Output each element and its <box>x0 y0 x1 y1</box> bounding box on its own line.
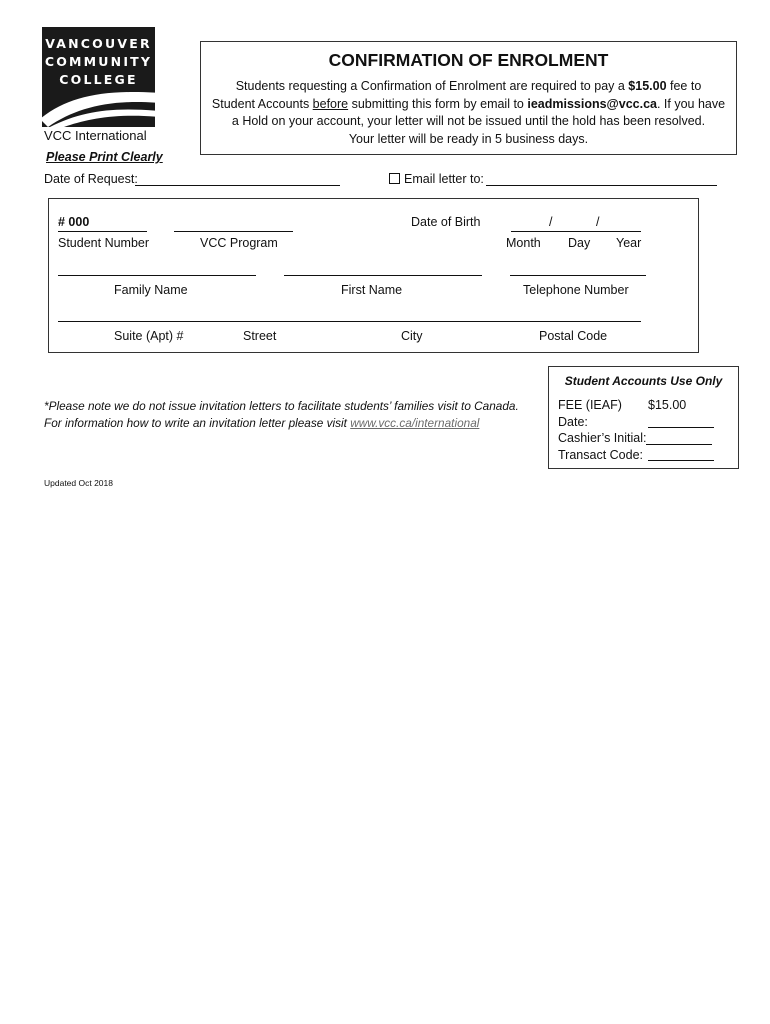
student-accounts-title: Student Accounts Use Only <box>564 374 723 388</box>
first-name-label: First Name <box>341 283 403 297</box>
logo-line-1: VANCOUVER <box>45 36 152 51</box>
invitation-note <box>44 398 519 431</box>
day-label: Day <box>568 236 591 250</box>
student-accounts-box <box>548 366 739 469</box>
transact-code-label: Transact Code: <box>558 448 643 462</box>
telephone-field[interactable] <box>510 275 646 276</box>
email-letter-row <box>389 172 484 186</box>
student-number-field[interactable] <box>58 231 147 232</box>
fee-label: FEE (IEAF) <box>558 398 622 412</box>
intro-part-2: fee to <box>666 79 702 93</box>
student-number-value: # 000 <box>58 215 90 229</box>
year-label: Year <box>616 236 642 250</box>
updated-date: Updated Oct 2018 <box>44 478 113 488</box>
date-of-request-field[interactable] <box>135 185 340 186</box>
first-name-field[interactable] <box>284 275 482 276</box>
vcc-program-field[interactable] <box>174 231 293 232</box>
email-letter-field[interactable] <box>486 185 717 186</box>
email-letter-checkbox[interactable] <box>389 173 400 184</box>
note-line-1: *Please note we do not issue invitation letters to facilitate students’ families visit to Canada. <box>44 399 519 413</box>
city-label: City <box>401 329 423 343</box>
student-number-label: Student Number <box>58 236 150 250</box>
intro-part-5: . If you have <box>656 96 726 111</box>
vcc-program-label: VCC Program <box>200 236 278 250</box>
logo-line-3: COLLEGE <box>59 72 138 87</box>
header-box <box>200 41 737 155</box>
fee-value: $15.00 <box>648 398 687 412</box>
postal-code-label: Postal Code <box>539 329 608 343</box>
intro-part-4: submitting this form by email to <box>348 96 528 111</box>
street-label: Street <box>243 329 277 343</box>
print-clearly-note: Please Print Clearly <box>46 150 163 164</box>
student-info-box <box>48 198 699 353</box>
note-line-2: For information how to write an invitation letter please visit <box>44 415 351 430</box>
form-title: CONFIRMATION OF ENROLMENT <box>328 50 609 70</box>
cashier-initial-field[interactable] <box>646 444 712 445</box>
department-name: VCC International <box>44 128 147 143</box>
logo-swoosh-icon <box>42 27 155 127</box>
cashier-initial-label: Cashier’s Initial: <box>558 431 647 445</box>
family-name-label: Family Name <box>114 283 188 297</box>
sa-date-field[interactable] <box>648 427 714 428</box>
intro-part-7: Your letter will be ready in 5 business days. <box>348 131 589 146</box>
international-link[interactable]: www.vcc.ca/international <box>350 415 480 430</box>
date-of-birth-label: Date of Birth <box>411 215 481 229</box>
admissions-email: ieadmissions@vcc.ca <box>527 96 657 111</box>
dob-slash-2: / <box>596 215 600 229</box>
sa-date-label: Date: <box>558 415 588 429</box>
intro-part-1: Students requesting a Confirmation of Enrolment are required to pay a <box>235 79 629 93</box>
fee-amount: $15.00 <box>628 79 667 93</box>
telephone-label: Telephone Number <box>523 283 629 297</box>
suite-label: Suite (Apt) # <box>114 329 184 343</box>
logo-line-2: COMMUNITY <box>44 54 153 69</box>
dob-slash-1: / <box>549 215 553 229</box>
month-label: Month <box>506 236 541 250</box>
address-field[interactable] <box>58 321 641 322</box>
transact-code-field[interactable] <box>648 460 714 461</box>
family-name-field[interactable] <box>58 275 256 276</box>
intro-before: before <box>312 96 349 111</box>
date-of-birth-field[interactable] <box>511 231 641 232</box>
vcc-logo <box>42 27 155 127</box>
email-letter-label: Email letter to: <box>404 172 484 186</box>
intro-text <box>201 78 736 148</box>
intro-part-3: Student Accounts <box>211 96 313 111</box>
date-of-request-label: Date of Request: <box>44 172 138 186</box>
intro-part-6: a Hold on your account, your letter will not be issued until the hold has been resolved. <box>231 114 706 128</box>
